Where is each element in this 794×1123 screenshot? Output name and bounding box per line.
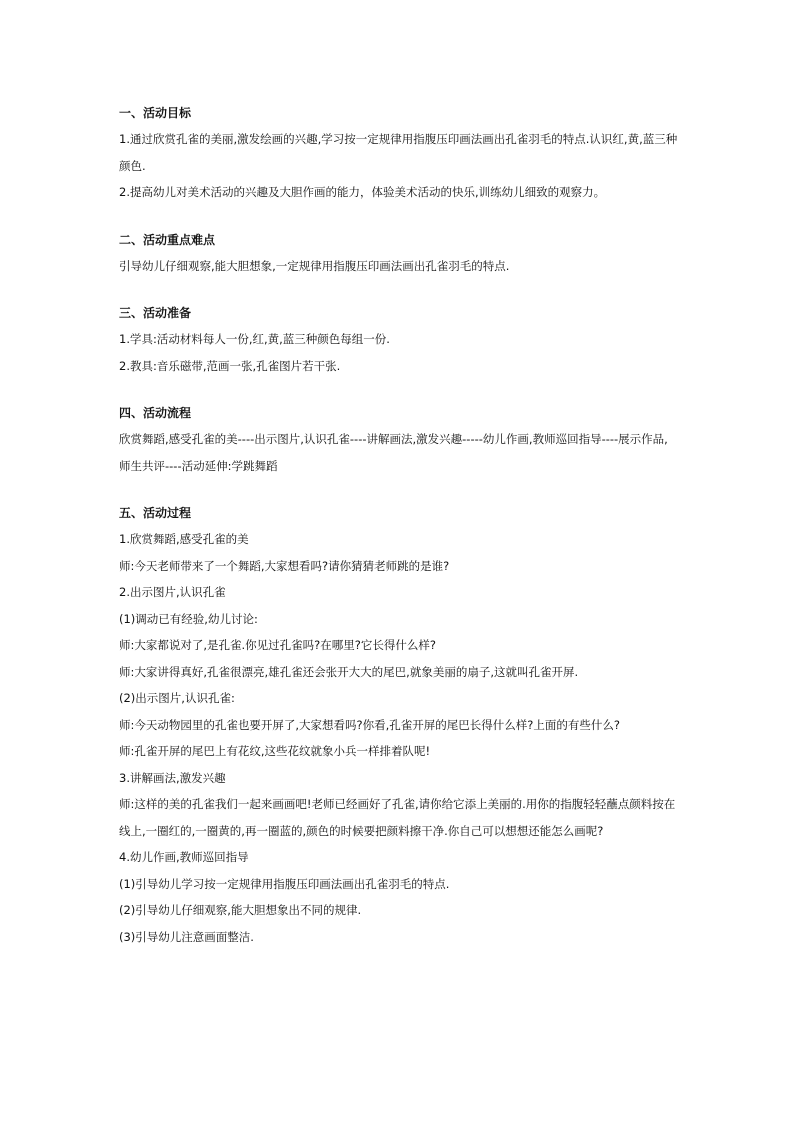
- paragraph: 师:大家都说对了,是孔雀.你见过孔雀吗?在哪里?它长得什么样?: [119, 638, 436, 652]
- paragraph: (2)出示图片,认识孔雀:: [119, 691, 235, 705]
- paragraph: 引导幼儿仔细观察,能大胆想象,一定规律用指腹压印画法画出孔雀羽毛的特点.: [119, 258, 510, 273]
- section-preparation: [119, 300, 679, 379]
- section-heading: 四、活动流程: [119, 406, 192, 420]
- document-body: [119, 100, 679, 950]
- paragraph: 1.通过欣赏孔雀的美丽,激发绘画的兴趣,学习按一定规律用指腹压印画法画出孔雀羽毛的特点.认识红,黄,蓝三种颜色.: [119, 132, 678, 173]
- section-flow: [119, 400, 679, 479]
- paragraph: 1.学具:活动材料每人一份,红,黄,蓝三种颜色每组一份.: [119, 332, 390, 346]
- paragraph: (3)引导幼儿注意画面整洁.: [119, 929, 254, 944]
- paragraph: 师:孔雀开屏的尾巴上有花纹,这些花纹就象小兵一样排着队呢!: [119, 744, 431, 758]
- paragraph: (1)调动已有经验,幼儿讨论:: [119, 611, 258, 626]
- section-heading: 一、活动目标: [119, 106, 192, 120]
- paragraph: 2.出示图片,认识孔雀: [119, 585, 226, 599]
- paragraph: 2.提高幼儿对美术活动的兴趣及大胆作画的能力，体验美术活动的快乐,训练幼儿细致的观察力。: [119, 185, 606, 199]
- section-heading: 五、活动过程: [119, 506, 192, 520]
- section-key-points: [119, 227, 679, 280]
- section-process: [119, 500, 679, 950]
- paragraph: 4.幼儿作画,教师巡回指导: [119, 850, 249, 864]
- paragraph: (1)引导幼儿学习按一定规律用指腹压印画法画出孔雀羽毛的特点.: [119, 876, 450, 891]
- paragraph: 欣赏舞蹈,感受孔雀的美----出示图片,认识孔雀----讲解画法,激发兴趣-----幼儿作画,教师巡回指导----展示作品,师生共评----活动延伸:学跳舞蹈: [119, 432, 668, 473]
- paragraph: (2)引导幼儿仔细观察,能大胆想象出不同的规律.: [119, 903, 362, 917]
- section-heading: 二、活动重点难点: [119, 232, 216, 247]
- paragraph: 师:这样的美的孔雀我们一起来画画吧!老师已经画好了孔雀,请你给它添上美丽的.用你的指腹轻轻蘸点颜料按在线上,一圈红的,一圈黄的,再一圈蓝的,颜色的时候要把颜料擦干净.你自己可以想想还能怎么画呢?: [119, 797, 676, 838]
- paragraph: 师:今天动物园里的孔雀也要开屏了,大家想看吗?你看,孔雀开屏的尾巴长得什么样?上面的有些什么?: [119, 717, 620, 732]
- paragraph: 1.欣赏舞蹈,感受孔雀的美: [119, 532, 249, 546]
- section-heading: 三、活动准备: [119, 306, 192, 320]
- paragraph: 师:大家讲得真好,孔雀很漂亮,雄孔雀还会张开大大的尾巴,就象美丽的扇子,这就叫孔雀开屏.: [119, 664, 579, 679]
- paragraph: 2.教具:音乐磁带,范画一张,孔雀图片若干张.: [119, 358, 341, 373]
- paragraph: 师:今天老师带来了一个舞蹈,大家想看吗?请你猜猜老师跳的是谁?: [119, 558, 450, 573]
- paragraph: 3.讲解画法,激发兴趣: [119, 770, 226, 785]
- section-goals: [119, 100, 679, 206]
